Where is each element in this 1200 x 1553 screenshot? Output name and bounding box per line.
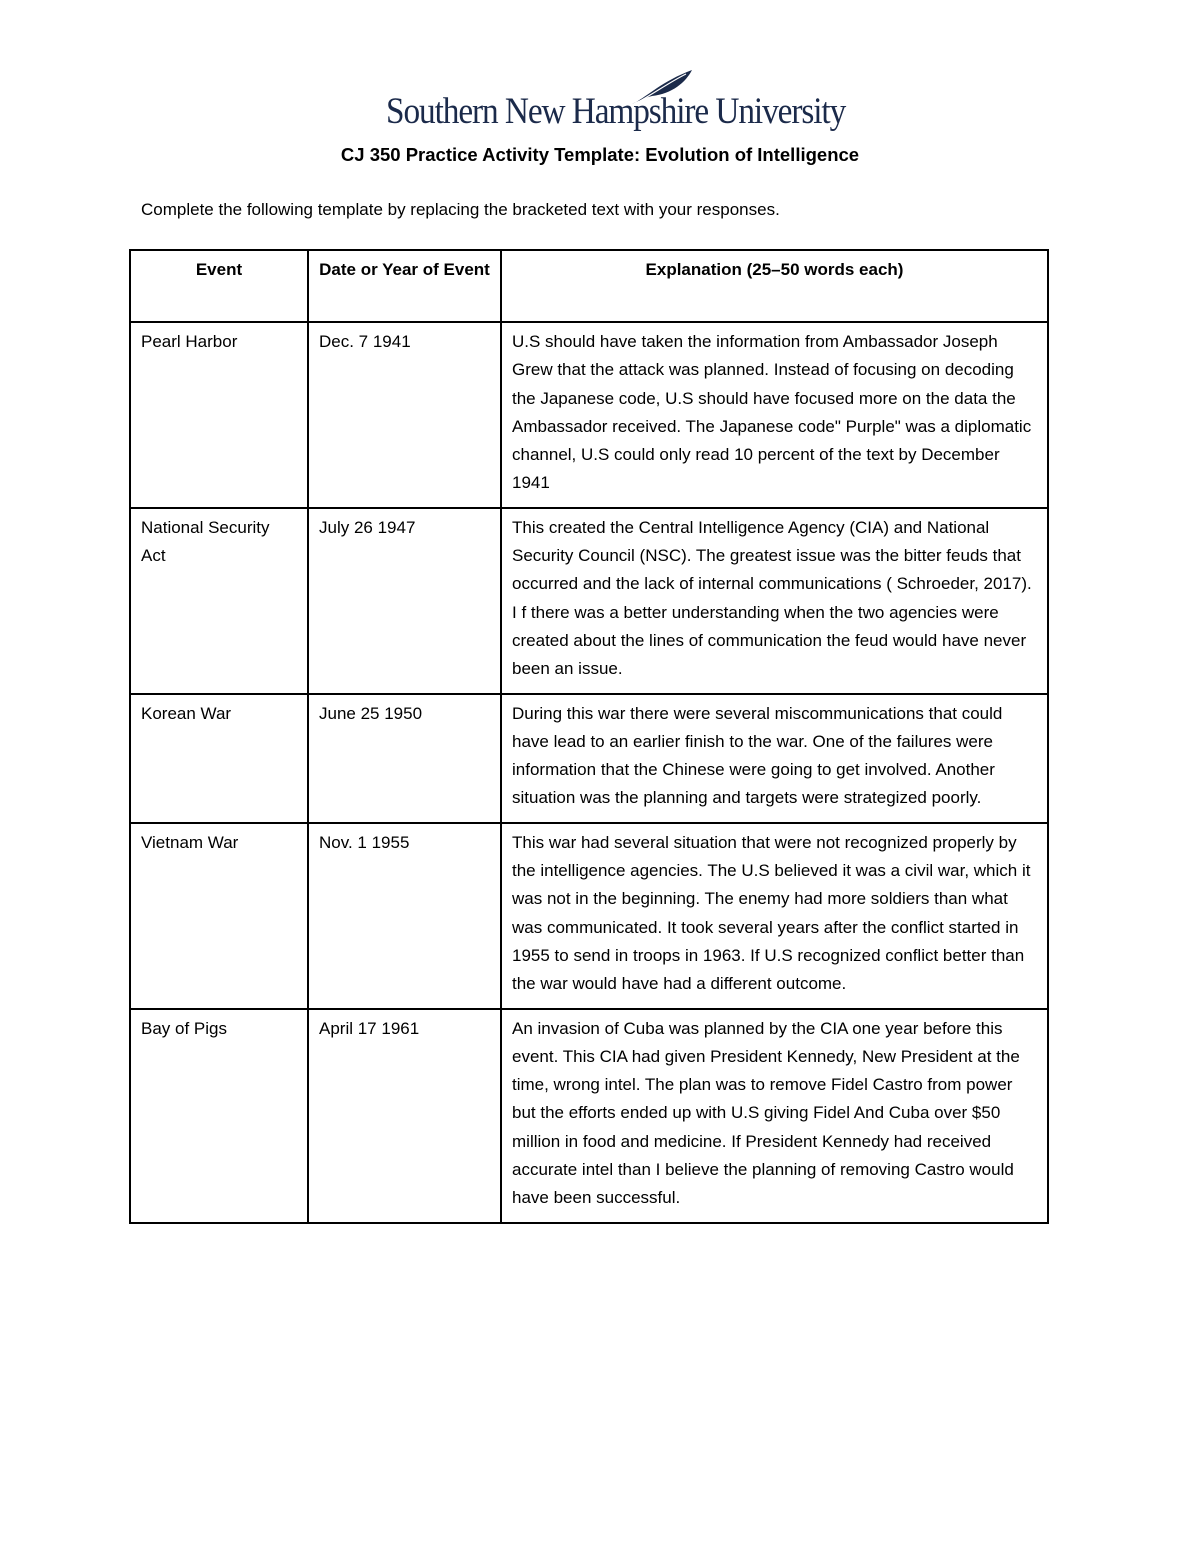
date-cell: April 17 1961: [308, 1009, 501, 1223]
logo-wordmark: Southern New Hampshire University: [386, 91, 846, 132]
instructions-text: Complete the following template by replacing the bracketed text with your responses.: [141, 200, 780, 219]
table-row: [130, 823, 1048, 1009]
header-date: Date or Year of Event: [308, 250, 501, 322]
event-cell: Vietnam War: [130, 823, 308, 1009]
explanation-cell: This war had several situation that were not recognized properly by the intelligence agencies. The U.S believed it was a civil war, which it was not in the beginning. The enemy had more soldiers than what was communicated. It took several years after the conflict started in 1955 to send in troops in 1963. If U.S recognized conflict better than the war would have had a different outcome.: [501, 823, 1048, 1009]
event-cell: National Security Act: [130, 508, 308, 694]
explanation-cell: During this war there were several miscommunications that could have lead to an earlier finish to the war. One of the failures were information that the Chinese were going to get involved. Another situation was the planning and targets were strategized poorly.: [501, 694, 1048, 823]
date-cell: June 25 1950: [308, 694, 501, 823]
explanation-cell: An invasion of Cuba was planned by the CIA one year before this event. This CIA had given President Kennedy, New President at the time, wrong intel. The plan was to remove Fidel Castro from power but the efforts ended up with U.S giving Fidel And Cuba over $50 million in food and medicine. If President Kennedy had received accurate intel than I believe the planning of removing Castro would have been successful.: [501, 1009, 1048, 1223]
date-cell: Dec. 7 1941: [308, 322, 501, 508]
event-cell: Pearl Harbor: [130, 322, 308, 508]
table-row: [130, 508, 1048, 694]
table-header-row: [130, 250, 1048, 322]
date-cell: July 26 1947: [308, 508, 501, 694]
explanation-cell: U.S should have taken the information from Ambassador Joseph Grew that the attack was planned. Instead of focusing on decoding the Japanese code, U.S should have focused more on the data the Ambassador received. The Japanese code" Purple" was a diplomatic channel, U.S could only read 10 percent of the text by December 1941: [501, 322, 1048, 508]
table-row: [130, 1009, 1048, 1223]
header-event: Event: [130, 250, 308, 322]
date-cell: Nov. 1 1955: [308, 823, 501, 1009]
event-cell: Korean War: [130, 694, 308, 823]
events-table: [129, 249, 1049, 1224]
university-logo: [386, 68, 846, 138]
document-title: CJ 350 Practice Activity Template: Evolution of Intelligence: [340, 144, 860, 165]
event-cell: Bay of Pigs: [130, 1009, 308, 1223]
table-row: [130, 322, 1048, 508]
table-row: [130, 694, 1048, 823]
header-explanation: Explanation (25–50 words each): [501, 250, 1048, 322]
explanation-cell: This created the Central Intelligence Agency (CIA) and National Security Council (NSC). The greatest issue was the bitter feuds that occurred and the lack of internal communications ( Schroeder, 2017). I f there was a better understanding when the two agencies were created about the lines of communication the feud would have never been an issue.: [501, 508, 1048, 694]
